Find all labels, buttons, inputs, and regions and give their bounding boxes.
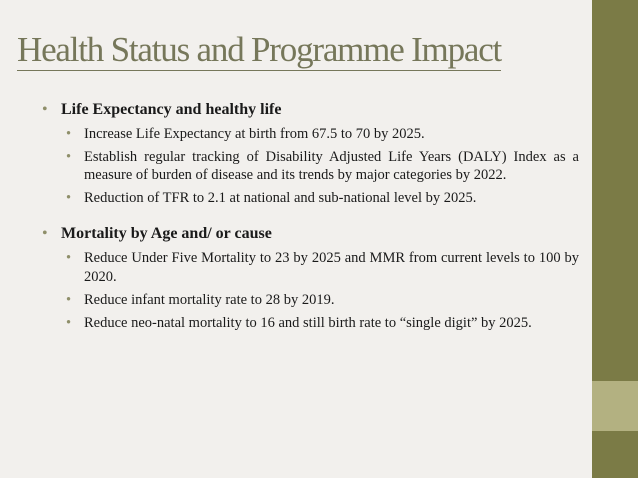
list-item-text: Establish regular tracking of Disability Adjusted Life Years (DALY) Index as a measure of burden of disease and its trends by major categories by 2022. bbox=[84, 148, 579, 184]
bullet-icon: • bbox=[66, 125, 72, 142]
bullet-icon: • bbox=[66, 190, 72, 207]
section-mortality bbox=[42, 224, 579, 332]
list-item-text: Reduce Under Five Mortality to 23 by 2025 and MMR from current levels to 100 by 2020. bbox=[84, 249, 579, 285]
bullet-icon: • bbox=[66, 148, 72, 165]
list-item bbox=[66, 125, 579, 144]
sub-bullet-list bbox=[66, 125, 579, 208]
section-heading bbox=[42, 224, 579, 245]
list-item bbox=[66, 189, 579, 208]
section-heading-text: Life Expectancy and healthy life bbox=[61, 101, 282, 118]
bullet-icon: • bbox=[42, 225, 48, 243]
section-heading-text: Mortality by Age and/ or cause bbox=[61, 225, 272, 243]
list-item-text: Reduce neo-natal mortality to 16 and still birth rate to “single digit” by 2025. bbox=[84, 314, 532, 331]
bullet-icon: • bbox=[66, 249, 72, 266]
slide-title: Health Status and Programme Impact bbox=[17, 30, 501, 71]
bullet-icon: • bbox=[66, 291, 72, 308]
list-item-text: Reduce infant mortality rate to 28 by 2019. bbox=[84, 291, 335, 308]
section-life-expectancy bbox=[42, 100, 579, 208]
side-accent-decoration bbox=[592, 381, 638, 431]
list-item-text: Increase Life Expectancy at birth from 67.5 to 70 by 2025. bbox=[84, 125, 425, 142]
bullet-icon: • bbox=[42, 101, 48, 118]
section-heading bbox=[42, 100, 579, 121]
list-item bbox=[66, 148, 579, 186]
bullet-icon: • bbox=[66, 314, 72, 331]
sub-bullet-list bbox=[66, 249, 579, 332]
slide-content bbox=[42, 98, 579, 336]
list-item-text: Reduction of TFR to 2.1 at national and sub-national level by 2025. bbox=[84, 190, 477, 207]
list-item bbox=[66, 314, 579, 333]
list-item bbox=[66, 291, 579, 310]
list-item bbox=[66, 249, 579, 287]
